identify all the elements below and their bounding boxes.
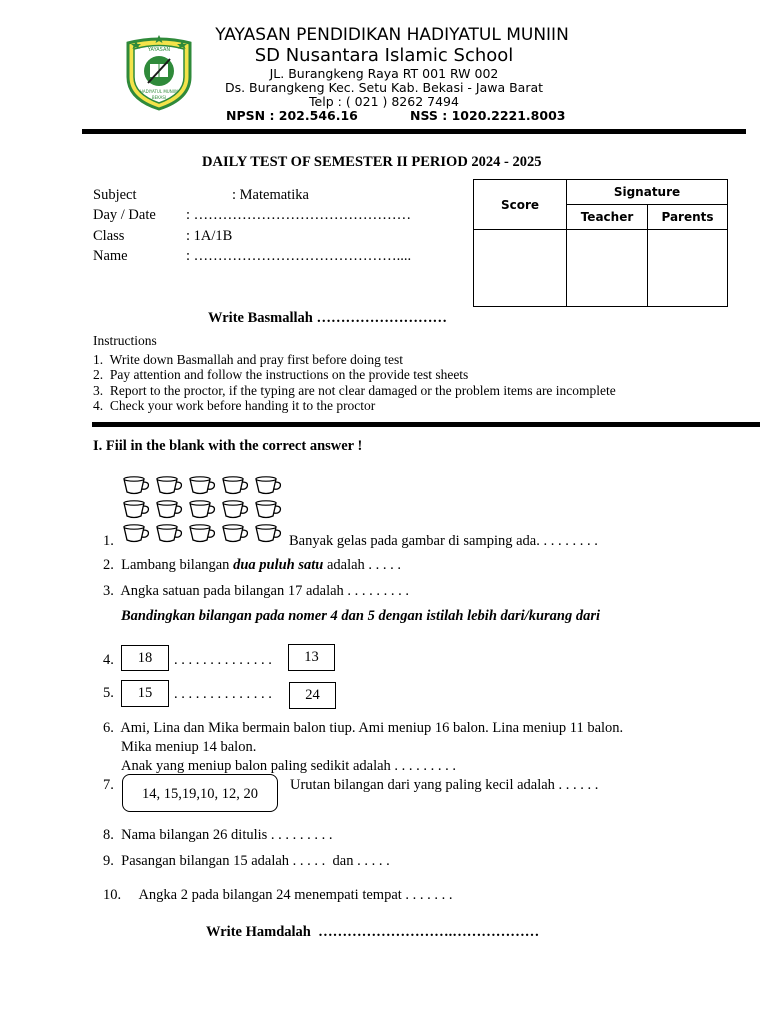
score-header: Score [474,180,567,230]
day-value: : ……………………………………… [186,207,412,223]
test-title: DAILY TEST OF SEMESTER II PERIOD 2024 - 2025 [202,154,542,170]
parents-signature-cell[interactable] [648,230,728,307]
q3: 3. Angka satuan pada bilangan 17 adalah . . . . . . . . . [103,583,410,599]
q6-line-3: Anak yang meniup balon paling sedikit adalah . . . . . . . . . [121,758,457,774]
score-table [473,179,728,307]
q5-blank[interactable]: . . . . . . . . . . . . . . [174,686,272,702]
nss: NSS : 1020.2221.8003 [410,108,566,123]
cups-illustration [122,475,287,545]
instruction-item: 1. Write down Basmallah and pray first before doing test [93,352,404,367]
q7-number-box: 14, 15,19,10, 12, 20 [122,774,278,812]
cup-icon [157,501,181,518]
cup-icon [223,501,247,518]
q2-post: adalah . . . . . [323,557,402,573]
npsn: NPSN : 202.546.16 [226,108,358,123]
subject-value: : Matematika [232,187,309,203]
parents-header: Parents [648,205,728,230]
instruction-item: 3. Report to the proctor, if the typing are not clear damaged or the problem items are incomplete [93,383,616,398]
cup-icon [124,501,148,518]
phone: Telp : ( 021 ) 8262 7494 [309,94,459,109]
q5-number: 5. [103,685,114,701]
teacher-header: Teacher [567,205,648,230]
cup-icon [190,501,214,518]
subject-label: Subject [93,187,137,203]
cup-icon [256,525,280,542]
signature-header: Signature [567,180,728,205]
cup-icon [157,525,181,542]
svg-text:YAYASAN: YAYASAN [147,47,171,53]
q5-right-box: 24 [289,682,336,709]
q2-pre: 2. Lambang bilangan [103,557,234,573]
instruction-item: 2. Pay attention and follow the instructions on the provide test sheets [93,367,469,382]
q1-number: 1. [103,533,114,549]
q4-left-box: 18 [121,645,169,671]
q7-text: Urutan bilangan dari yang paling kecil adalah . . . . . . [290,777,599,793]
write-hamdalah: Write Hamdalah ……………………….……………… [206,924,540,940]
address-line-1: JL. Burangkeng Raya RT 001 RW 002 [269,66,499,81]
q5-left-box: 15 [121,680,169,707]
score-cell[interactable] [474,230,567,307]
class-label: Class [93,228,125,244]
write-basmallah: Write Basmallah ……………………… [208,310,447,326]
foundation-name: YAYASAN PENDIDIKAN HADIYATUL MUNIIN [215,25,569,45]
cup-icon [256,501,280,518]
instruction-item: 4. Check your work before handing it to the proctor [93,398,376,413]
q7-number: 7. [103,777,114,793]
q4-number: 4. [103,652,114,668]
cup-icon [124,477,148,494]
q2-emphasis: dua puluh satu [233,557,324,573]
q8: 8. Nama bilangan 26 ditulis . . . . . . . . . [103,827,333,843]
q1-text: Banyak gelas pada gambar di samping ada. . . . . . . . . [289,533,598,549]
q4-right-box: 13 [288,644,335,671]
compare-instruction: Bandingkan bilangan pada nomer 4 dan 5 dengan istilah lebih dari/kurang dari [121,608,601,624]
cup-icon [256,477,280,494]
cup-icon [223,525,247,542]
cup-icon [190,525,214,542]
q9: 9. Pasangan bilangan 15 adalah . . . . . dan . . . . . [103,853,390,869]
class-value: : 1A/1B [186,228,233,244]
cup-icon [124,525,148,542]
name-value: : …………………………………….... [186,248,412,264]
cup-icon [157,477,181,494]
svg-text:BEKASI: BEKASI [151,95,167,100]
day-label: Day / Date [93,207,156,223]
teacher-signature-cell[interactable] [567,230,648,307]
section-title: I. Fiil in the blank with the correct answer ! [93,438,363,454]
school-name: SD Nusantara Islamic School [254,45,514,66]
q6-line-2: Mika meniup 14 balon. [121,739,257,755]
q2 [103,557,401,574]
q6-line-1: 6. Ami, Lina dan Mika bermain balon tiup. Ami meniup 16 balon. Lina meniup 11 balon. [103,720,624,736]
instructions-divider [92,422,760,427]
q4-blank[interactable]: . . . . . . . . . . . . . . [174,652,272,668]
name-label: Name [93,248,128,264]
instructions-heading: Instructions [93,333,157,348]
cup-icon [223,477,247,494]
header-divider [82,129,746,134]
svg-text:HADIYATUL MUNIIN: HADIYATUL MUNIIN [139,89,179,94]
cup-icon [190,477,214,494]
address-line-2: Ds. Burangkeng Kec. Setu Kab. Bekasi - Jawa Barat [224,80,544,95]
q10: 10. Angka 2 pada bilangan 24 menempati tempat . . . . . . . [103,887,453,903]
